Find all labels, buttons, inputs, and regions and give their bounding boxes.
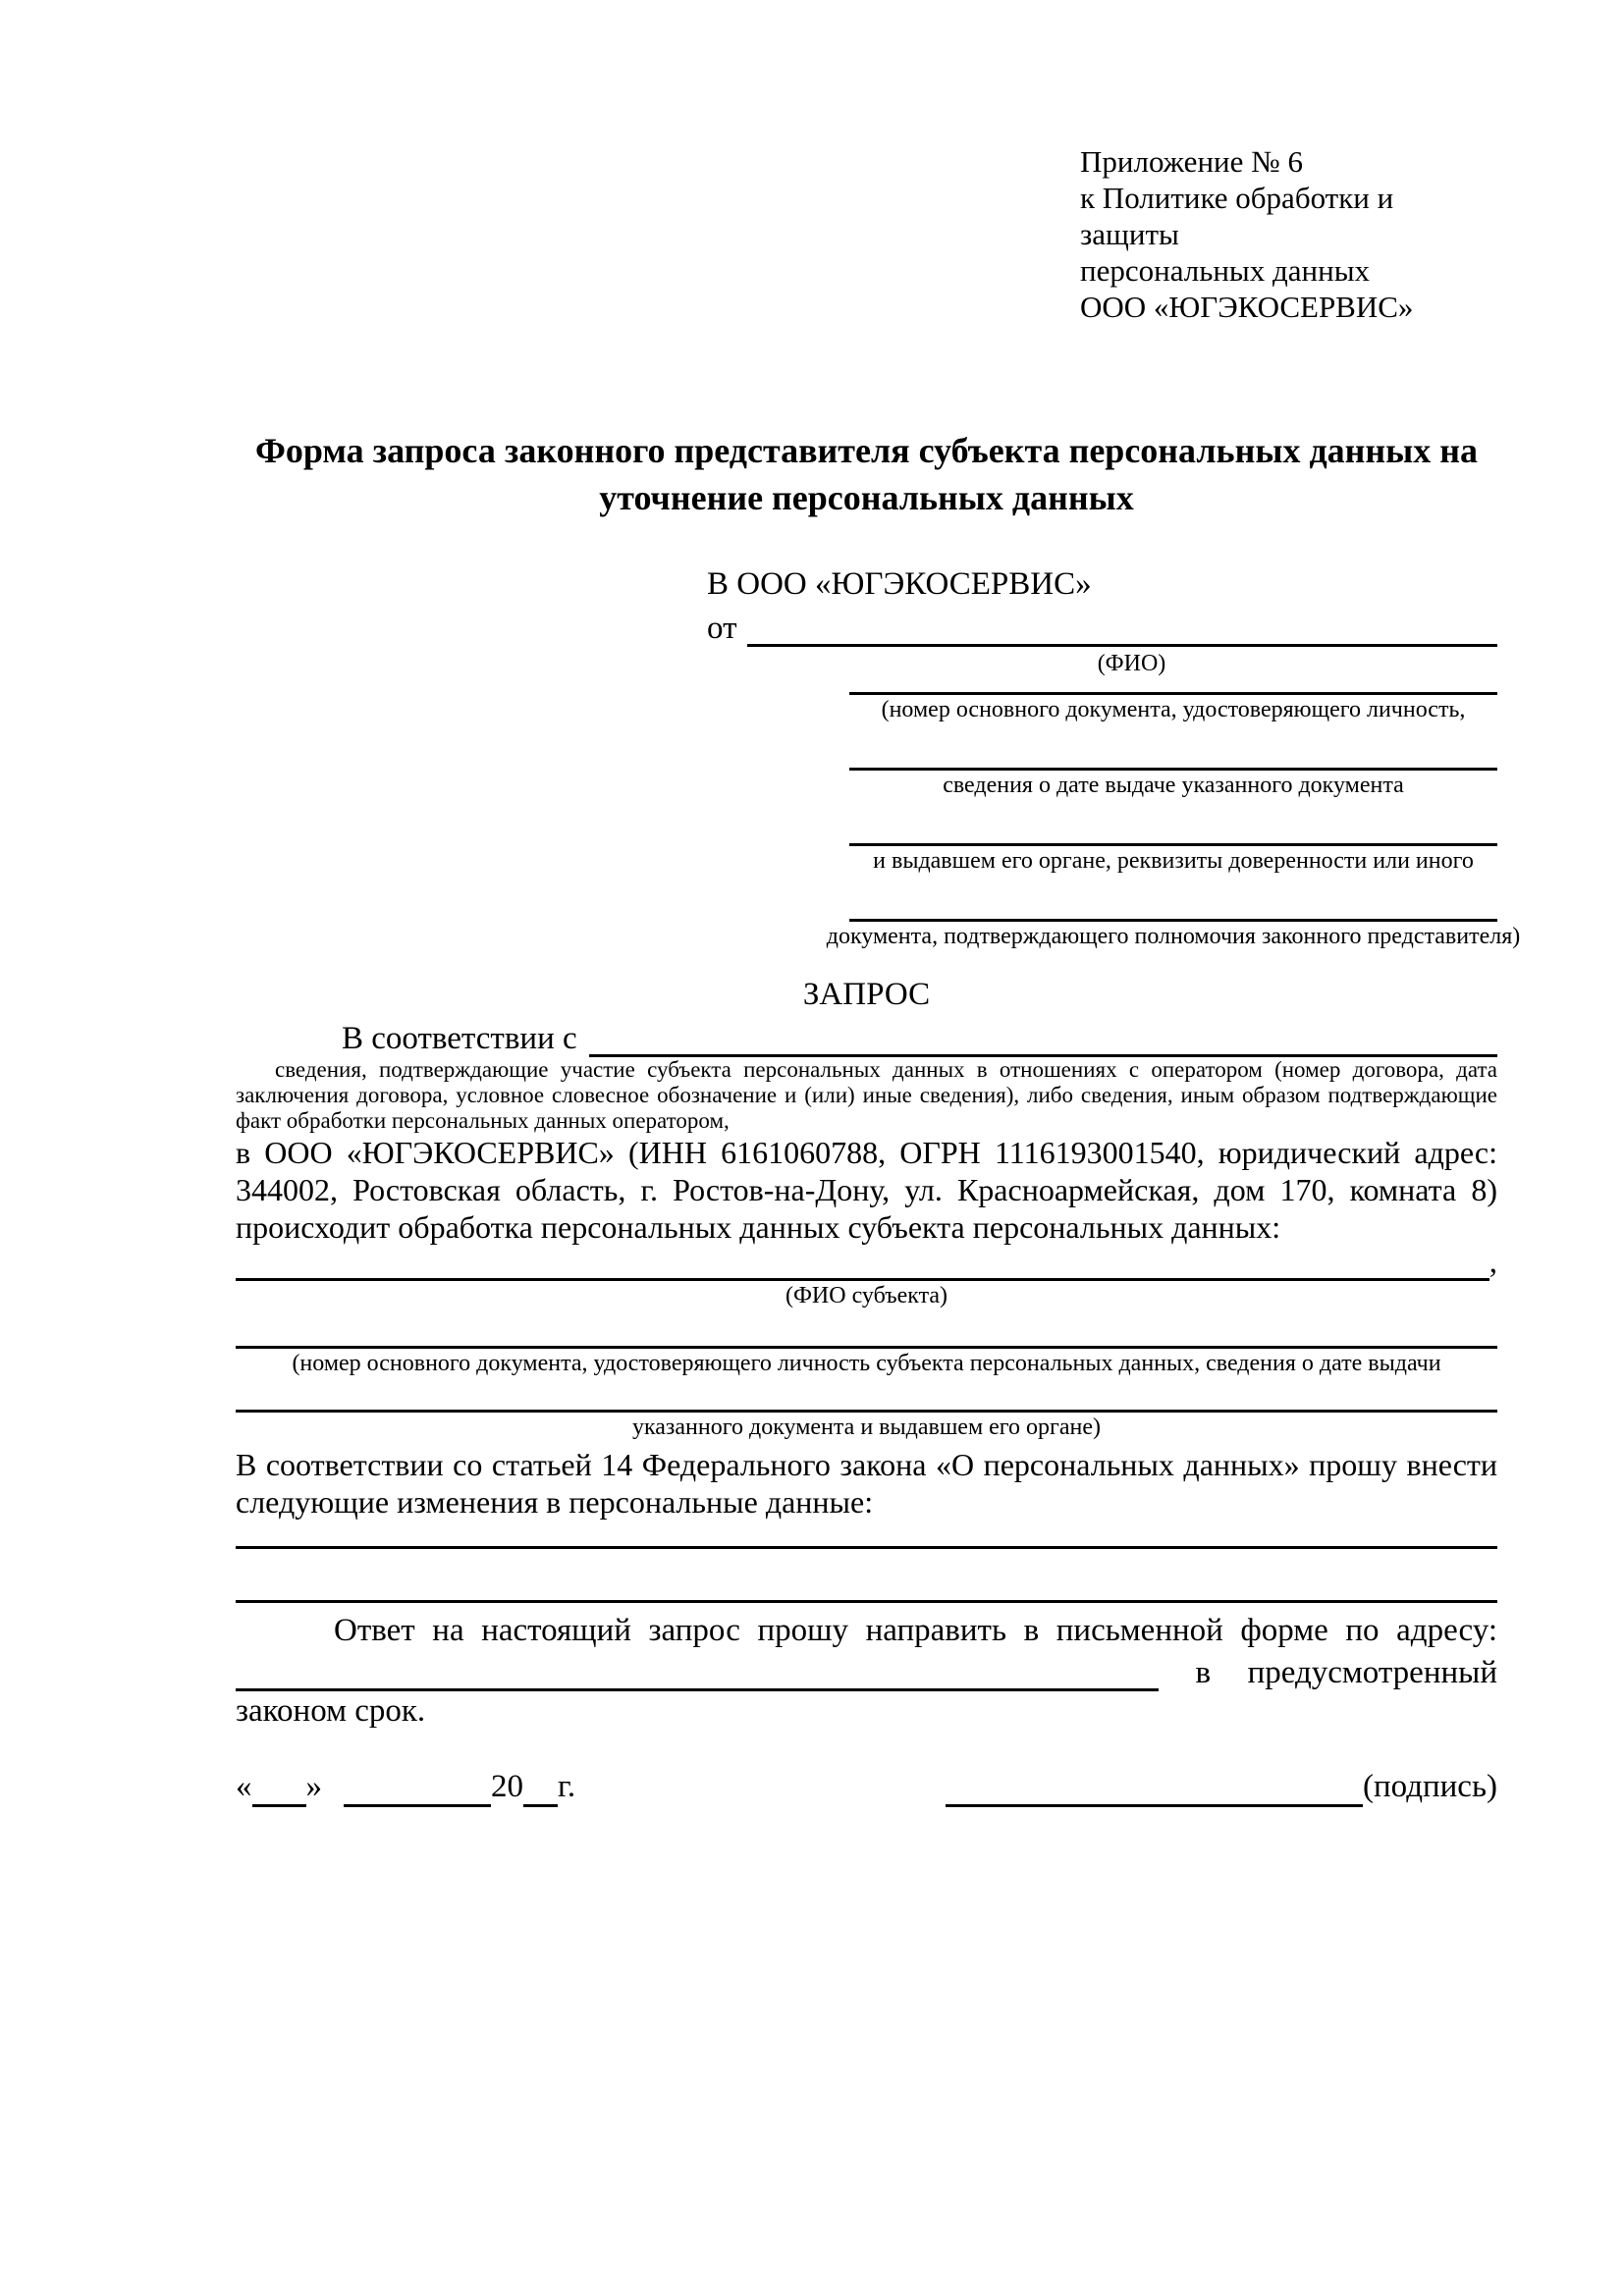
quote-open: « (236, 1769, 252, 1804)
changes-blank-line (236, 1546, 1497, 1549)
date-signature-row (236, 1766, 1497, 1807)
appendix-header-line: Приложение № 6 (1080, 144, 1303, 179)
subject-doc-caption: (номер основного документа, удостоверяющего личность субъекта персональных данных, сведения о дате выдачи (292, 1351, 1441, 1376)
signature-caption: (подпись) (1363, 1769, 1497, 1804)
answer-word-stipulated: предусмотренный (1247, 1655, 1497, 1690)
accordance-row (236, 1016, 1497, 1057)
signature-blank-line (946, 1804, 1363, 1807)
representative-doc-caption: документа, подтверждающего полномочия законного представителя) (826, 924, 1521, 949)
representative-doc-field (849, 692, 1497, 724)
day-blank-line (252, 1804, 306, 1807)
date-field (236, 1766, 575, 1807)
representative-doc-field (849, 768, 1497, 800)
representative-doc-caption: и выдавшем его органе, реквизиты доверенности или иного (873, 848, 1474, 874)
appendix-header-line: персональных данных (1080, 253, 1371, 288)
subject-doc-caption: указанного документа и выдавшем его органе) (631, 1415, 1102, 1440)
changes-blank-line (236, 1600, 1497, 1603)
year-prefix: 20 (491, 1769, 523, 1804)
law-paragraph: В соответствии со статьей 14 Федерального закона «О персональных данных» прошу внести следующие изменения в персональные данные: (236, 1447, 1497, 1520)
appendix-header-line: ООО «ЮГЭКОСЕРВИС» (1080, 290, 1414, 324)
appendix-header-line: к Политике обработки и защиты (1080, 181, 1394, 251)
representative-doc-field (849, 843, 1497, 876)
fio-caption: (ФИО) (1097, 651, 1166, 676)
representative-doc-caption: сведения о дате выдаче указанного документа (943, 773, 1404, 798)
accordance-note: сведения, подтверждающие участие субъекта персональных данных в отношениях с оператором (номер договора, дата заключения договора, условное словесное обозначение и (или) иные сведения), либо сведения, иным образом подтверждающие факт обработки персональных данных оператором, (236, 1057, 1497, 1133)
subject-fio-caption: (ФИО субъекта) (785, 1283, 948, 1308)
representative-doc-field (826, 919, 1521, 951)
from-label: от (707, 611, 737, 646)
subject-fio-row (236, 1245, 1497, 1281)
answer-address-row (236, 1650, 1497, 1691)
answer-word-in: в (1195, 1655, 1212, 1690)
answer-intro: Ответ на настоящий запрос прошу направить в письменной форме по адресу: (334, 1613, 1497, 1648)
representative-doc-caption: (номер основного документа, удостоверяющего личность, (881, 697, 1466, 722)
year-suffix: г. (558, 1769, 576, 1804)
addressee-block (707, 564, 1521, 951)
quote-close: » (305, 1769, 322, 1804)
addressee-organization: В ООО «ЮГЭКОСЕРВИС» (707, 566, 1092, 602)
answer-closing: законом срок. (236, 1693, 426, 1729)
appendix-header (1080, 143, 1497, 325)
request-heading: ЗАПРОС (802, 977, 931, 1012)
operator-paragraph: в ООО «ЮГЭКОСЕРВИС» (ИНН 6161060788, ОГРН 1116193001540, юридический адрес: 344002, Ростовская область, г. Ростов-на-Дону, ул. Красноармейская, дом 170, комната 8) происходит обработка персональных данных субъекта персональных данных: (236, 1135, 1497, 1245)
signature-field (946, 1766, 1497, 1807)
accordance-label: В соответствии с (342, 1021, 577, 1056)
month-blank-line (344, 1804, 491, 1807)
year-blank-line (523, 1804, 558, 1807)
from-row (707, 604, 1497, 647)
form-title: Форма запроса законного представителя субъекта персональных данных на уточнение персональных данных (255, 431, 1478, 517)
trailing-comma: , (1489, 1245, 1497, 1280)
representative-fio-blank-line (747, 644, 1498, 647)
